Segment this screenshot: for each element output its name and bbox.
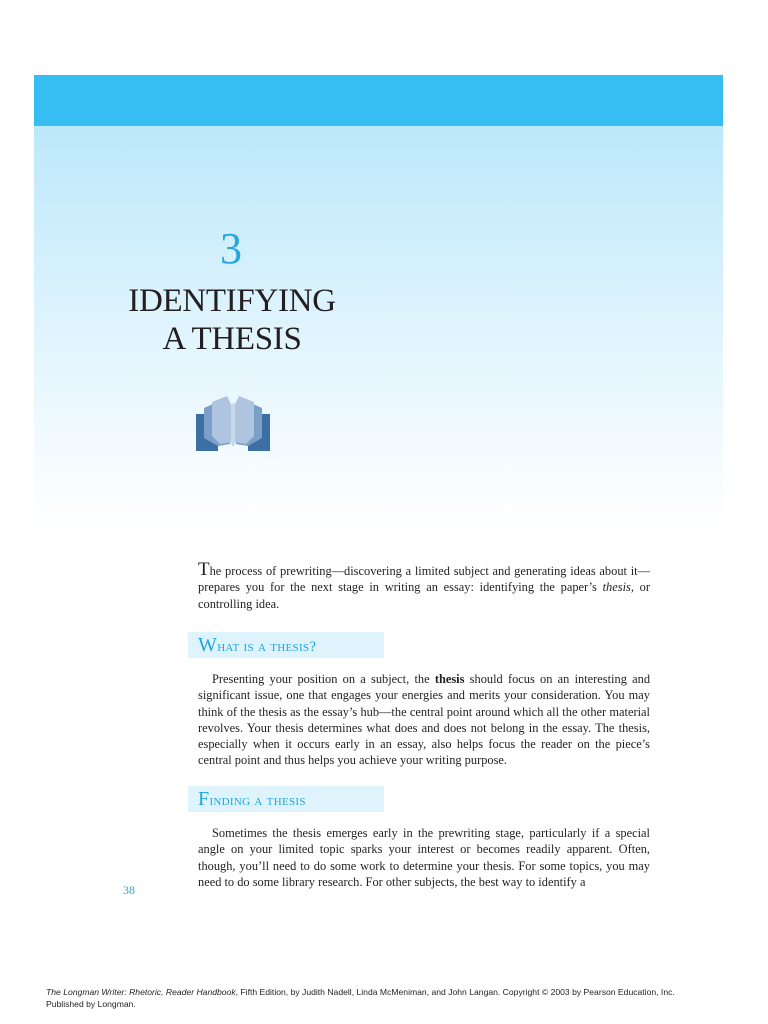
chapter-title-line1: IDENTIFYING xyxy=(128,283,336,319)
chapter-title xyxy=(0,282,464,358)
footer-publisher: Published by Longman. xyxy=(46,999,136,1009)
page-number: 38 xyxy=(123,883,135,897)
footer-book-title: The Longman Writer: Rhetoric, Reader Handbook xyxy=(46,987,236,997)
footer-credit: , Fifth Edition, by Judith Nadell, Linda McMeniman, and John Langan. Copyright © 2003 by Pearson Education, Inc. xyxy=(235,987,675,997)
chapter-title-line2: A THESIS xyxy=(162,321,302,357)
book-icon xyxy=(194,394,272,452)
intro-em: thesis, xyxy=(602,580,634,595)
intro-paragraph xyxy=(198,559,650,612)
chapter-number: 3 xyxy=(220,224,242,273)
chapter-header-band xyxy=(34,75,723,126)
paragraph-what-is-a-thesis: Presenting your position on a subject, the thesis should focus on an interesting and significant issue, one that engages your energies and merits your consideration. You may think of the thesis as the essay’s hub—the central point around which all the other material revolves. Your thesis determines what does and does not belong in the essay. The thesis, especially when it occurs early in an essay, also helps focus the reader on the piece’s central point and thus helps you achieve your writing purpose. xyxy=(198,672,651,768)
intro-text-2: or controlling idea. xyxy=(198,580,650,611)
term-thesis: thesis xyxy=(434,672,465,686)
intro-text-1: he process of prewriting—discovering a limited subject and generating ideas about it—prepares you for the next stage in writing an essay: identifying the paper’s xyxy=(198,564,650,595)
drop-cap: T xyxy=(198,559,210,580)
paragraph-finding-a-thesis: Sometimes the thesis emerges early in the prewriting stage, particularly if a special angle on your limited topic sparks your interest or becomes readily apparent. Often, though, you’ll need to do some work to determine your thesis. For some topics, you may need to do some library research. For other subjects, the best way to identify a xyxy=(198,826,650,889)
copyright-footer xyxy=(46,986,736,1010)
section-heading-finding-a-thesis: Finding a thesis xyxy=(198,788,306,810)
section-heading-what-is-a-thesis: What is a thesis? xyxy=(198,634,317,656)
